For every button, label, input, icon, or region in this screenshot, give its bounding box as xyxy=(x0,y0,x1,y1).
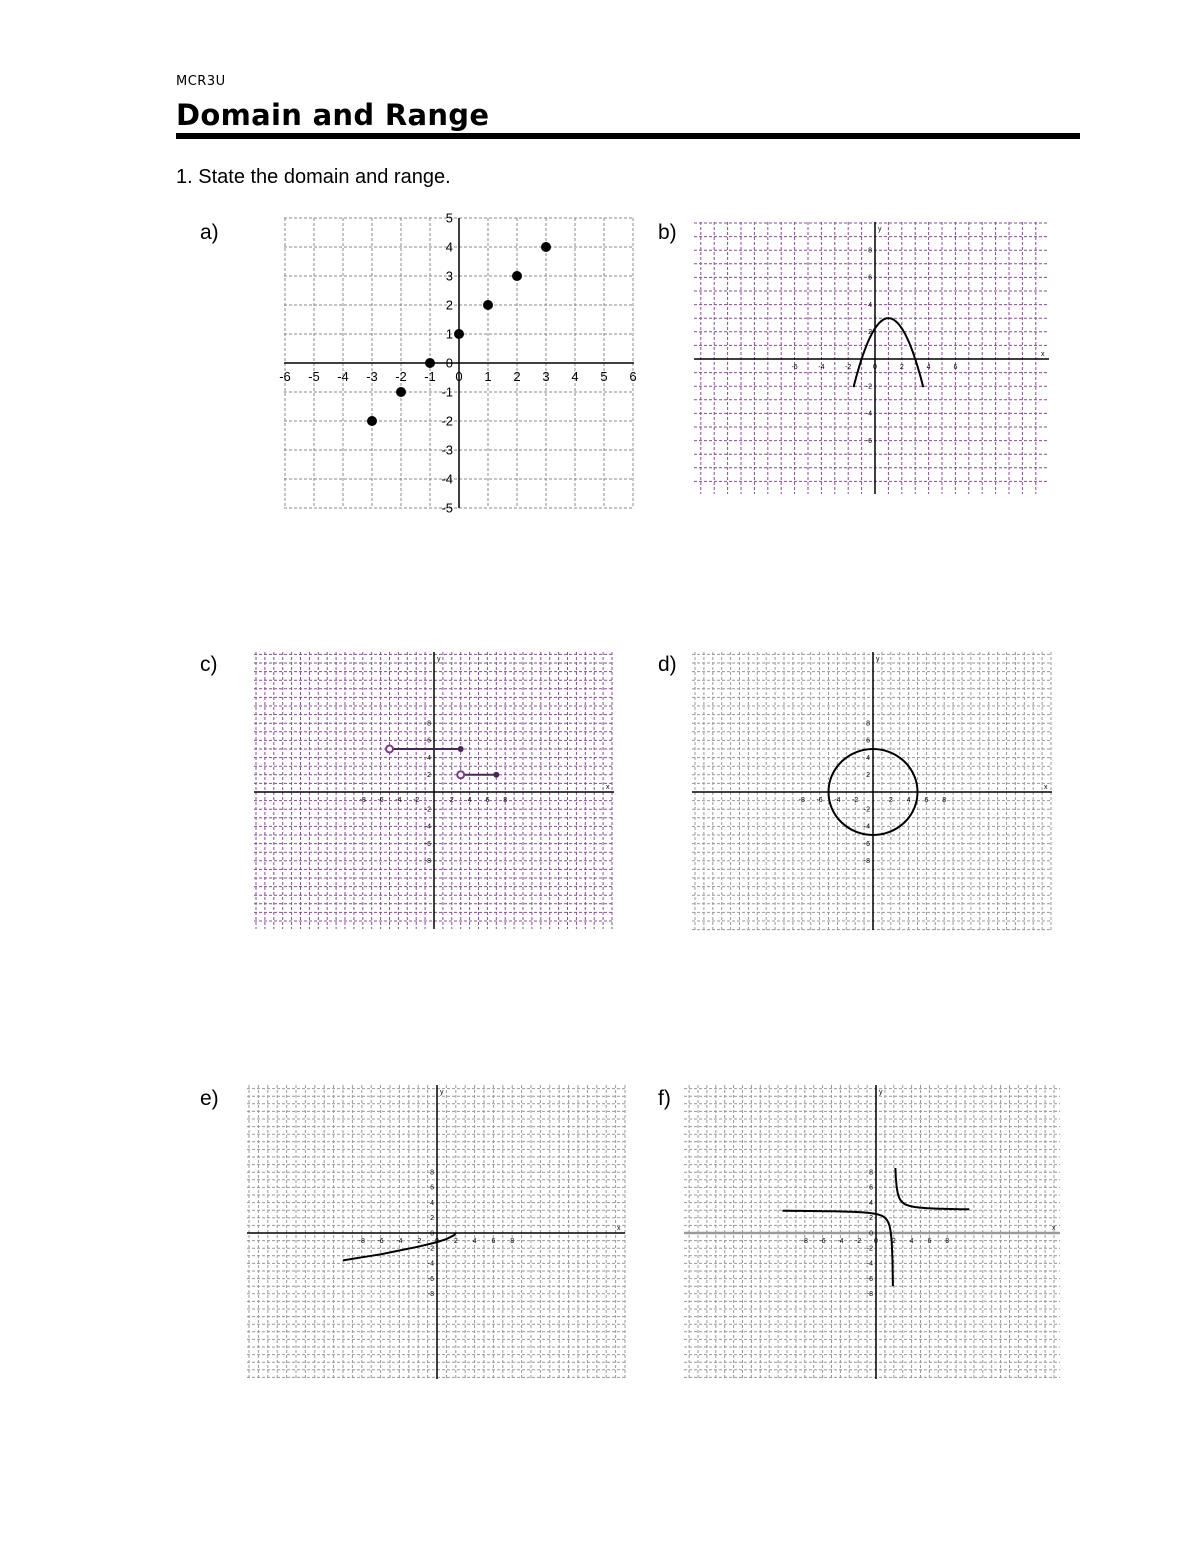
graph-c xyxy=(254,652,614,929)
y-tick-label: -8 xyxy=(866,1291,873,1299)
y-tick-label: -1 xyxy=(441,384,453,400)
graph-label-a: a) xyxy=(200,221,219,244)
x-tick-label: -2 xyxy=(413,797,420,804)
graph-d xyxy=(692,652,1052,930)
y-tick-label: 4 xyxy=(868,301,872,309)
y-tick-label: 4 xyxy=(445,239,453,255)
y-tick-label: 8 xyxy=(866,720,870,728)
x-tick-label: 8 xyxy=(510,1238,515,1245)
y-axis-label: y xyxy=(440,1089,444,1096)
x-tick-label: -8 xyxy=(358,1238,365,1245)
graph-e xyxy=(247,1085,625,1379)
x-tick-label: -2 xyxy=(852,797,859,804)
x-tick-label: -6 xyxy=(377,1238,384,1245)
y-tick-label: 0 xyxy=(869,1230,873,1238)
page-title: Domain and Range xyxy=(176,98,490,132)
graph-label-f: f) xyxy=(658,1087,671,1110)
graph-a xyxy=(279,210,637,516)
y-tick-label: -2 xyxy=(865,383,872,391)
y-tick-label: 0 xyxy=(445,355,453,371)
hyperbola-right-branch xyxy=(895,1168,969,1209)
x-tick-label: 6 xyxy=(485,797,490,804)
x-tick-label: -4 xyxy=(395,797,402,804)
graph-label-e: e) xyxy=(200,1087,219,1110)
x-tick-label: 2 xyxy=(888,797,893,804)
y-tick-label: 2 xyxy=(869,1215,873,1223)
x-tick-label: 0 xyxy=(873,364,877,371)
x-tick-label: 4 xyxy=(909,1238,914,1245)
x-tick-label: -4 xyxy=(396,1238,403,1245)
y-tick-label: 4 xyxy=(869,1199,873,1207)
y-tick-label: -2 xyxy=(424,806,431,814)
x-tick-label: 8 xyxy=(945,1238,950,1245)
x-tick-label: 4 xyxy=(472,1238,477,1245)
x-tick-label: -6 xyxy=(791,364,798,371)
x-tick-label: 3 xyxy=(542,369,550,384)
graph-f xyxy=(684,1085,1060,1379)
data-point xyxy=(396,387,406,397)
data-point xyxy=(483,300,493,310)
x-tick-label: 0 xyxy=(455,369,463,384)
y-axis-label: y xyxy=(878,226,882,233)
y-tick-label: 6 xyxy=(866,737,870,745)
y-tick-label: 0 xyxy=(430,1230,434,1238)
x-axis-label: x xyxy=(1041,351,1045,358)
x-tick-label: -4 xyxy=(834,797,841,804)
x-tick-label: -4 xyxy=(818,364,825,371)
x-tick-label: 2 xyxy=(899,364,904,371)
x-axis-label: x xyxy=(1052,1225,1056,1232)
x-tick-label: -6 xyxy=(279,369,291,384)
y-tick-label: -2 xyxy=(441,413,453,429)
y-tick-label: 4 xyxy=(430,1199,434,1207)
x-tick-label: 2 xyxy=(513,369,521,384)
y-tick-label: 8 xyxy=(427,720,431,728)
x-axis-label: x xyxy=(1044,784,1048,791)
y-tick-label: 6 xyxy=(430,1184,434,1192)
y-tick-label: -5 xyxy=(441,500,453,516)
graph-label-b: b) xyxy=(658,221,677,244)
x-tick-label: -8 xyxy=(801,1238,808,1245)
y-tick-label: -6 xyxy=(424,840,431,848)
x-tick-label: 8 xyxy=(503,797,508,804)
x-tick-label: 4 xyxy=(906,797,911,804)
y-axis-label: y xyxy=(876,656,880,663)
x-tick-label: 6 xyxy=(953,364,958,371)
x-tick-label: -2 xyxy=(845,364,852,371)
question-text: 1. State the domain and range. xyxy=(176,166,451,188)
y-tick-label: 2 xyxy=(427,772,431,780)
x-tick-label: 0 xyxy=(874,1238,878,1245)
y-tick-label: -4 xyxy=(441,471,453,487)
x-tick-label: -4 xyxy=(337,369,349,384)
y-tick-label: -6 xyxy=(866,1275,873,1283)
x-tick-label: -1 xyxy=(424,369,436,384)
data-point xyxy=(425,358,435,368)
data-point xyxy=(512,271,522,281)
graph-label-c: c) xyxy=(200,653,218,676)
y-tick-label: 8 xyxy=(869,1169,873,1177)
y-tick-label: -4 xyxy=(427,1260,434,1268)
y-tick-label: -6 xyxy=(865,437,872,445)
y-axis-label: y xyxy=(437,656,441,663)
x-tick-label: 2 xyxy=(449,797,454,804)
x-tick-label: -3 xyxy=(366,369,378,384)
y-tick-label: 2 xyxy=(430,1215,434,1223)
y-tick-label: -8 xyxy=(427,1291,434,1299)
y-tick-label: 8 xyxy=(430,1169,434,1177)
y-tick-label: 1 xyxy=(445,326,453,342)
y-tick-label: -4 xyxy=(866,1260,873,1268)
x-tick-label: -2 xyxy=(395,369,407,384)
y-tick-label: -8 xyxy=(424,858,431,866)
x-axis-label: x xyxy=(606,784,610,791)
x-tick-label: -5 xyxy=(308,369,320,384)
y-tick-label: -6 xyxy=(863,840,870,848)
data-point xyxy=(541,242,551,252)
x-tick-label: 5 xyxy=(600,369,608,384)
y-tick-label: -2 xyxy=(863,806,870,814)
x-tick-label: 6 xyxy=(924,797,929,804)
data-point xyxy=(367,416,377,426)
x-tick-label: 4 xyxy=(467,797,472,804)
x-tick-label: 2 xyxy=(891,1238,896,1245)
closed-endpoint xyxy=(493,772,499,778)
y-tick-label: 6 xyxy=(869,1184,873,1192)
x-tick-label: 2 xyxy=(453,1238,458,1245)
x-tick-label: 6 xyxy=(629,369,637,384)
x-tick-label: -2 xyxy=(855,1238,862,1245)
x-tick-label: 4 xyxy=(926,364,931,371)
x-tick-label: 0 xyxy=(435,1238,439,1245)
closed-endpoint xyxy=(458,746,464,752)
y-tick-label: 4 xyxy=(427,754,431,762)
title-underline xyxy=(176,133,1080,139)
y-tick-label: 2 xyxy=(868,329,872,337)
y-tick-label: 5 xyxy=(445,210,453,226)
x-tick-label: -6 xyxy=(819,1238,826,1245)
y-tick-label: 2 xyxy=(445,297,453,313)
y-tick-label: -3 xyxy=(441,442,453,458)
y-tick-label: 6 xyxy=(427,737,431,745)
x-tick-label: 1 xyxy=(484,369,492,384)
x-tick-label: -8 xyxy=(798,797,805,804)
open-endpoint xyxy=(386,746,393,753)
y-tick-label: 2 xyxy=(866,772,870,780)
x-tick-label: 8 xyxy=(942,797,947,804)
open-endpoint xyxy=(457,771,464,778)
y-tick-label: -4 xyxy=(865,410,872,418)
y-tick-label: 8 xyxy=(868,247,872,255)
x-tick-label: 4 xyxy=(571,369,579,384)
data-point xyxy=(454,329,464,339)
graph-label-d: d) xyxy=(658,653,677,676)
graph-b xyxy=(694,222,1049,494)
y-tick-label: -6 xyxy=(427,1275,434,1283)
x-tick-label: -4 xyxy=(837,1238,844,1245)
y-tick-label: -4 xyxy=(424,823,431,831)
x-axis-label: x xyxy=(617,1225,621,1232)
x-tick-label: -6 xyxy=(816,797,823,804)
y-tick-label: -2 xyxy=(866,1245,873,1253)
y-tick-label: 4 xyxy=(866,754,870,762)
y-tick-label: 6 xyxy=(868,274,872,282)
y-tick-label: 3 xyxy=(445,268,453,284)
y-tick-label: -2 xyxy=(427,1245,434,1253)
course-code: MCR3U xyxy=(176,74,226,89)
y-tick-label: -8 xyxy=(863,858,870,866)
y-tick-label: -4 xyxy=(863,823,870,831)
x-tick-label: 6 xyxy=(491,1238,496,1245)
x-tick-label: -2 xyxy=(415,1238,422,1245)
y-axis-label: y xyxy=(879,1089,883,1096)
x-tick-label: -8 xyxy=(359,797,366,804)
x-tick-label: 6 xyxy=(927,1238,932,1245)
x-tick-label: -6 xyxy=(377,797,384,804)
